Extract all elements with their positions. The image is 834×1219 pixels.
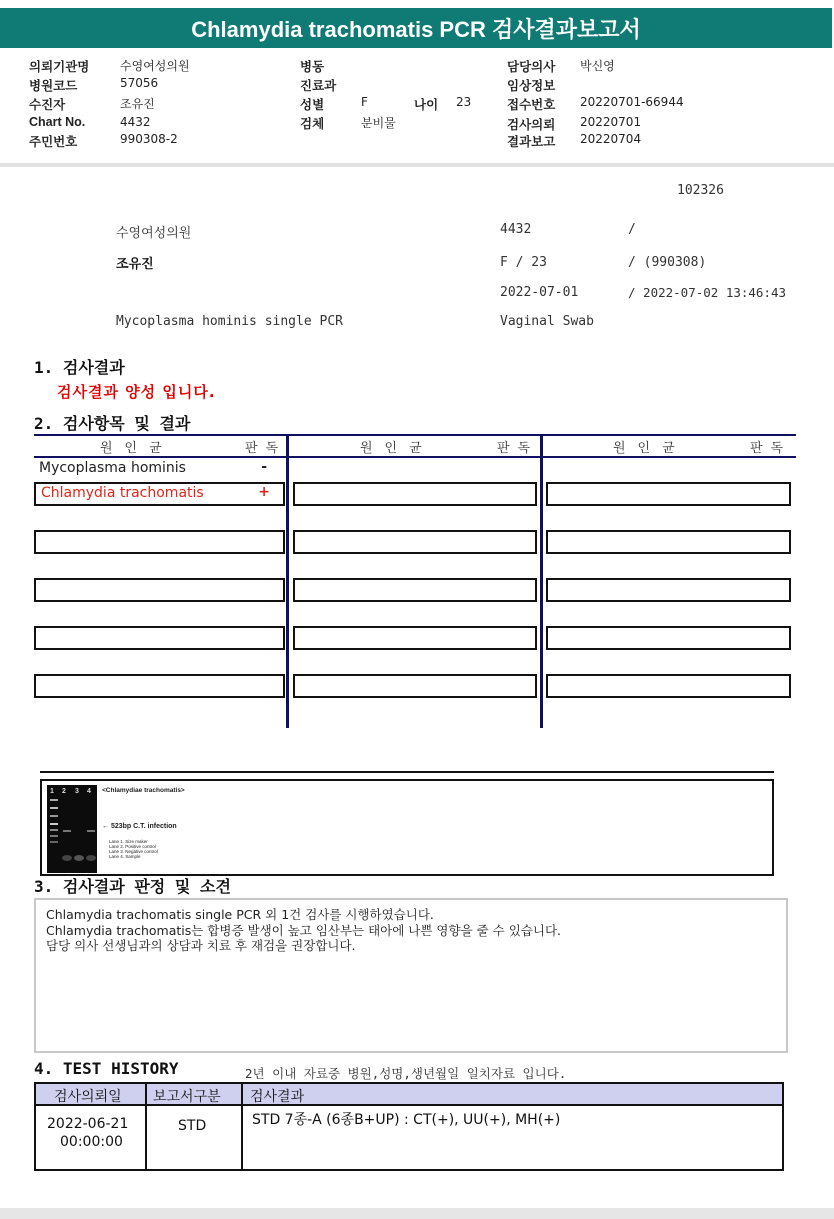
doctor-value: 박신영 — [580, 59, 615, 73]
sex-label: 성별 — [300, 98, 325, 112]
hospital-code-label: 병원코드 — [29, 79, 78, 93]
gel-lane-label: 2 — [62, 788, 66, 795]
gel-band-text: 523bp C.T. infection — [110, 823, 177, 830]
empty-result-cell — [546, 482, 791, 506]
gel-title: <Chlamydiae trachomatis> — [102, 787, 185, 794]
receipt-no-label: 접수번호 — [507, 98, 556, 112]
col2-pathogen-header: 원인균 — [360, 441, 434, 456]
pathogen-name: Chlamydia trachomatis — [41, 485, 204, 501]
col1-judgement-header: 판독 — [245, 441, 287, 456]
history-type: STD — [178, 1118, 207, 1134]
resident-no-label: 주민번호 — [29, 135, 78, 149]
empty-result-cell — [34, 578, 285, 602]
history-date: 2022-06-21 — [47, 1116, 129, 1132]
hospital-code-value: 57056 — [120, 76, 159, 90]
opinion-line: Chlamydia trachomatis single PCR 외 1건 검사를 시행하였습니다. — [46, 907, 434, 922]
institution-label: 의뢰기관명 — [29, 60, 90, 74]
gel-legend-item: Lane 1. Size maker — [109, 839, 148, 844]
voucher-sex-age: F / 23 — [500, 255, 547, 270]
voucher-request-date: 2022-07-01 — [500, 285, 579, 300]
sex-value: F — [361, 95, 368, 109]
opinion-line: Chlamydia trachomatis는 합병증 발생이 높고 임산부는 태아에 나쁜 영향을 줄 수 있습니다. — [46, 922, 561, 938]
voucher-chart-no: 4432 — [500, 222, 532, 237]
section-3-title: 3. 검사결과 판정 및 소견 — [34, 877, 231, 896]
chart-no-value: 4432 — [120, 115, 151, 129]
empty-result-cell — [34, 530, 285, 554]
result-row — [34, 482, 285, 506]
section-2-title: 2. 검사항목 및 결과 — [34, 414, 191, 433]
specimen-label: 검체 — [300, 117, 325, 131]
patient-value: 조유진 — [120, 97, 155, 111]
history-col-date: 검사의뢰일 — [54, 1089, 122, 1105]
history-time: 00:00:00 — [60, 1134, 123, 1150]
gel-legend-item: Lane 4. Sample — [109, 854, 141, 859]
gel-section-rule — [40, 771, 774, 773]
voucher-birth: / (990308) — [628, 255, 707, 270]
overall-result: 검사결과 양성 입니다. — [57, 383, 216, 401]
pathogen-judgement: - — [261, 459, 267, 475]
section-1-title: 1. 검사결과 — [34, 358, 125, 377]
gel-legend-item: Lane 3. Negative control — [109, 849, 158, 854]
voucher-report-datetime: / 2022-07-02 13:46:43 — [628, 285, 787, 300]
empty-result-cell — [293, 482, 537, 506]
history-result: STD 7종-A (6종B+UP) : CT(+), UU(+), MH(+) — [252, 1112, 561, 1128]
doctor-label: 담당의사 — [507, 60, 556, 74]
voucher-test-name: Mycoplasma hominis single PCR — [116, 314, 343, 329]
gel-electrophoresis-panel — [40, 779, 774, 876]
gel-legend — [109, 839, 158, 859]
empty-result-cell — [34, 626, 285, 650]
gel-lane-label: 3 — [75, 788, 79, 795]
receipt-no-value: 20220701-66944 — [580, 95, 684, 109]
request-date-value: 20220701 — [580, 115, 642, 129]
voucher-patient: 조유진 — [116, 257, 154, 272]
report-title: Chlamydia trachomatis PCR 검사결과보고서 — [0, 8, 832, 48]
gel-legend-item: Lane 2. Positive control — [109, 844, 156, 849]
empty-result-cell — [293, 578, 537, 602]
result-grid-divider-2 — [540, 434, 543, 728]
pathogen-judgement: + — [258, 484, 270, 500]
history-note: 2년 이내 자료중 병원,성명,생년월일 일치자료 입니다. — [245, 1066, 567, 1081]
institution-value: 수영여성의원 — [120, 59, 190, 73]
age-value: 23 — [456, 95, 472, 109]
col1-pathogen-header: 원인균 — [100, 441, 174, 456]
history-col-type: 보고서구분 — [153, 1089, 221, 1105]
history-col-divider — [241, 1084, 243, 1169]
gel-lane-label: 1 — [50, 788, 54, 795]
header-divider — [0, 163, 834, 167]
request-date-label: 검사의뢰 — [507, 118, 556, 132]
clinical-info-label: 임상정보 — [507, 79, 556, 93]
specimen-value: 분비물 — [361, 116, 396, 130]
empty-result-cell — [546, 626, 791, 650]
col3-judgement-header: 판독 — [750, 441, 792, 456]
ward-label: 병동 — [300, 60, 325, 74]
result-row — [34, 459, 284, 483]
chart-no-label: Chart No. — [29, 115, 86, 129]
gel-lane-label: 4 — [87, 788, 91, 795]
voucher-specimen: Vaginal Swab — [500, 314, 594, 329]
result-grid-top-rule — [34, 434, 796, 436]
gel-band-label: ← 523bp C.T. infection — [102, 823, 177, 830]
empty-result-cell — [34, 674, 285, 698]
voucher-institution: 수영여성의원 — [116, 226, 192, 241]
voucher-slash: / — [628, 222, 636, 237]
empty-result-cell — [293, 626, 537, 650]
report-date-value: 20220704 — [580, 132, 642, 146]
col2-judgement-header: 판독 — [497, 441, 539, 456]
patient-label: 수진자 — [29, 98, 66, 112]
section-4-title: 4. TEST HISTORY — [34, 1059, 179, 1078]
empty-result-cell — [546, 674, 791, 698]
empty-result-cell — [546, 578, 791, 602]
age-label: 나이 — [414, 98, 439, 112]
voucher-number: 102326 — [677, 183, 724, 198]
col3-pathogen-header: 원인균 — [613, 441, 687, 456]
opinion-box — [34, 898, 788, 1053]
page-bottom-strip — [0, 1208, 834, 1219]
report-date-label: 결과보고 — [507, 135, 556, 149]
department-label: 진료과 — [300, 79, 337, 93]
empty-result-cell — [546, 530, 791, 554]
resident-no-value: 990308-2 — [120, 132, 178, 146]
empty-result-cell — [293, 674, 537, 698]
history-table — [34, 1082, 784, 1171]
history-header-row — [36, 1084, 782, 1106]
result-grid-header-rule — [34, 456, 796, 458]
pathogen-name: Mycoplasma hominis — [39, 460, 186, 476]
empty-result-cell — [293, 530, 537, 554]
opinion-line: 담당 의사 선생님과의 상담과 치료 후 재검을 권장합니다. — [46, 938, 356, 953]
result-grid-divider-1 — [286, 434, 289, 728]
history-col-result: 검사결과 — [250, 1089, 305, 1105]
history-col-divider — [145, 1084, 147, 1169]
gel-image — [47, 785, 97, 873]
